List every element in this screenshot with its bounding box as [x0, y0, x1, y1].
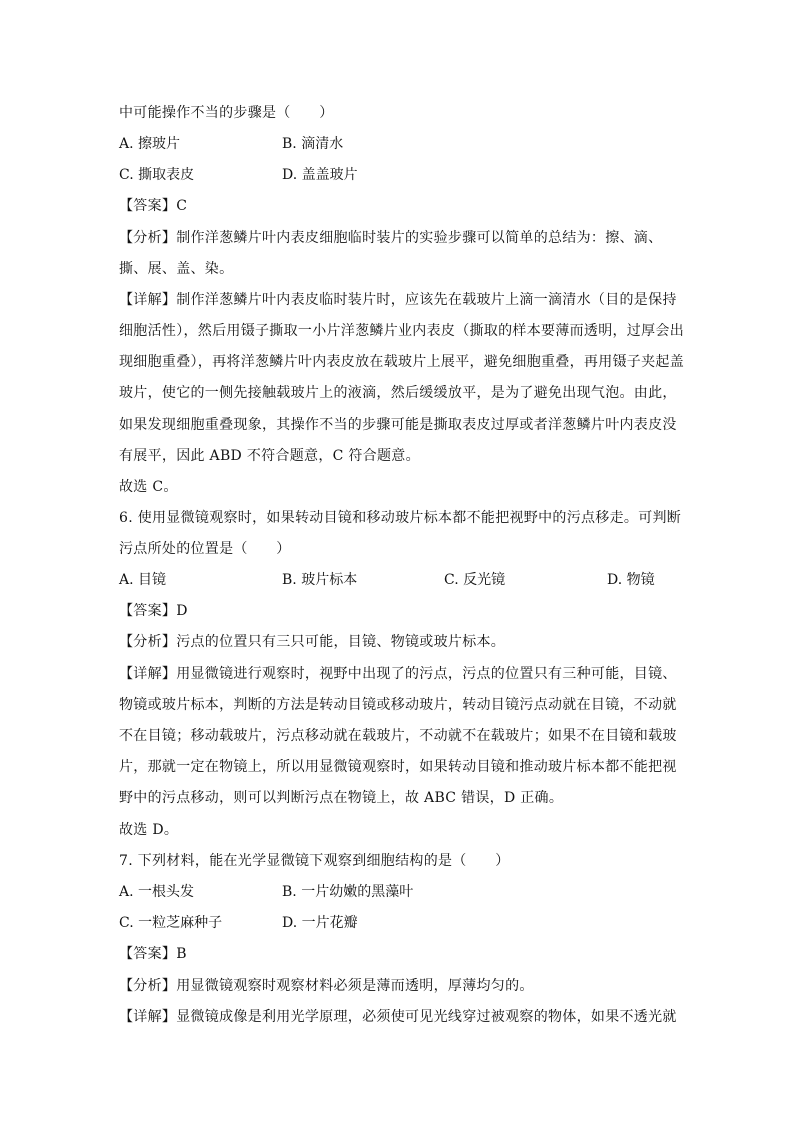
q5-option-c: C. 撕取表皮 — [119, 167, 195, 183]
q7-stem: 7. 下列材料，能在光学显微镜下观察到细胞结构的是（ ） — [119, 853, 510, 869]
q5-option-d: D. 盖盖玻片 — [282, 167, 358, 183]
q6-detail-line-5: 野中的污点移动，则可以判断污点在物镜上，故 ABC 错误，D 正确。 — [119, 790, 564, 806]
q5-detail-line-6: 有展平，因此 ABD 不符合题意，C 符合题意。 — [119, 448, 420, 464]
q6-detail-line-3: 不在目镜；移动载玻片，污点移动就在载玻片，不动就不在载玻片；如果不在目镜和载玻 — [119, 728, 677, 744]
q6-conclusion: 故选 D。 — [119, 822, 179, 838]
q5-detail-line-4: 玻片，使它的一侧先接触载玻片上的液滴，然后缓缓放平，是为了避免出现气泡。由此， — [119, 385, 677, 401]
q5-answer: 【答案】C — [119, 198, 188, 214]
q7-option-a: A. 一根头发 — [119, 884, 195, 900]
q6-detail-line-2: 物镜或玻片标本，判断的方法是转动目镜或移动玻片，转动目镜污点动就在目镜，不动就 — [119, 697, 677, 713]
q5-detail-line-3: 现细胞重叠），再将洋葱鳞片叶内表皮放在载玻片上展平，避免细胞重叠，再用镊子夹起盖 — [119, 354, 684, 370]
q6-stem-line-1: 6. 使用显微镜观察时，如果转动目镜和移动玻片标本都不能把视野中的污点移走。可判断 — [119, 510, 682, 526]
q6-option-b: B. 玻片标本 — [282, 572, 358, 588]
q6-detail-line-4: 片，那就一定在物镜上，所以用显微镜观察时，如果转动目镜和推动玻片标本都不能把视 — [119, 759, 677, 775]
q5-analysis-line-2: 撕、展、盖、染。 — [119, 261, 234, 277]
q5-detail-line-2: 细胞活性），然后用镊子撕取一小片洋葱鳞片业内表皮（撕取的样本要薄而透明，过厚会出 — [119, 323, 684, 339]
q6-answer: 【答案】D — [119, 603, 188, 619]
q6-option-d: D. 物镜 — [607, 572, 655, 588]
q5-stem-tail: 中可能操作不当的步骤是（ ） — [119, 105, 334, 121]
q5-conclusion: 故选 C。 — [119, 479, 178, 495]
q6-analysis: 【分析】污点的位置只有三只可能，目镜、物镜或玻片标本。 — [119, 634, 506, 650]
q6-option-c: C. 反光镜 — [444, 572, 506, 588]
q5-analysis-line-1: 【分析】制作洋葱鳞片叶内表皮细胞临时装片的实验步骤可以简单的总结为：擦、滴、 — [119, 230, 663, 246]
q6-detail-line-1: 【详解】用显微镜进行观察时，视野中出现了的污点，污点的位置只有三种可能，目镜、 — [119, 666, 677, 682]
q6-stem-line-2: 污点所处的位置是（ ） — [119, 541, 291, 557]
q7-analysis: 【分析】用显微镜观察时观察材料必须是薄而透明，厚薄均匀的。 — [119, 978, 534, 994]
q7-detail-line-1: 【详解】显微镜成像是利用光学原理，必须使可见光线穿过被观察的物体，如果不透光就 — [119, 1009, 677, 1025]
q7-option-c: C. 一粒芝麻种子 — [119, 915, 223, 931]
q5-option-b: B. 滴清水 — [282, 136, 344, 152]
q5-option-a: A. 擦玻片 — [119, 136, 181, 152]
q5-detail-line-5: 如果发现细胞重叠现象，其操作不当的步骤可能是撕取表皮过厚或者洋葱鳞片叶内表皮没 — [119, 417, 677, 433]
q6-option-a: A. 目镜 — [119, 572, 167, 588]
q7-option-b: B. 一片幼嫩的黑藻叶 — [282, 884, 414, 900]
q7-option-d: D. 一片花瓣 — [282, 915, 358, 931]
q5-detail-line-1: 【详解】制作洋葱鳞片叶内表皮临时装片时，应该先在载玻片上滴一滴清水（目的是保持 — [119, 292, 677, 308]
q7-answer: 【答案】B — [119, 946, 187, 962]
